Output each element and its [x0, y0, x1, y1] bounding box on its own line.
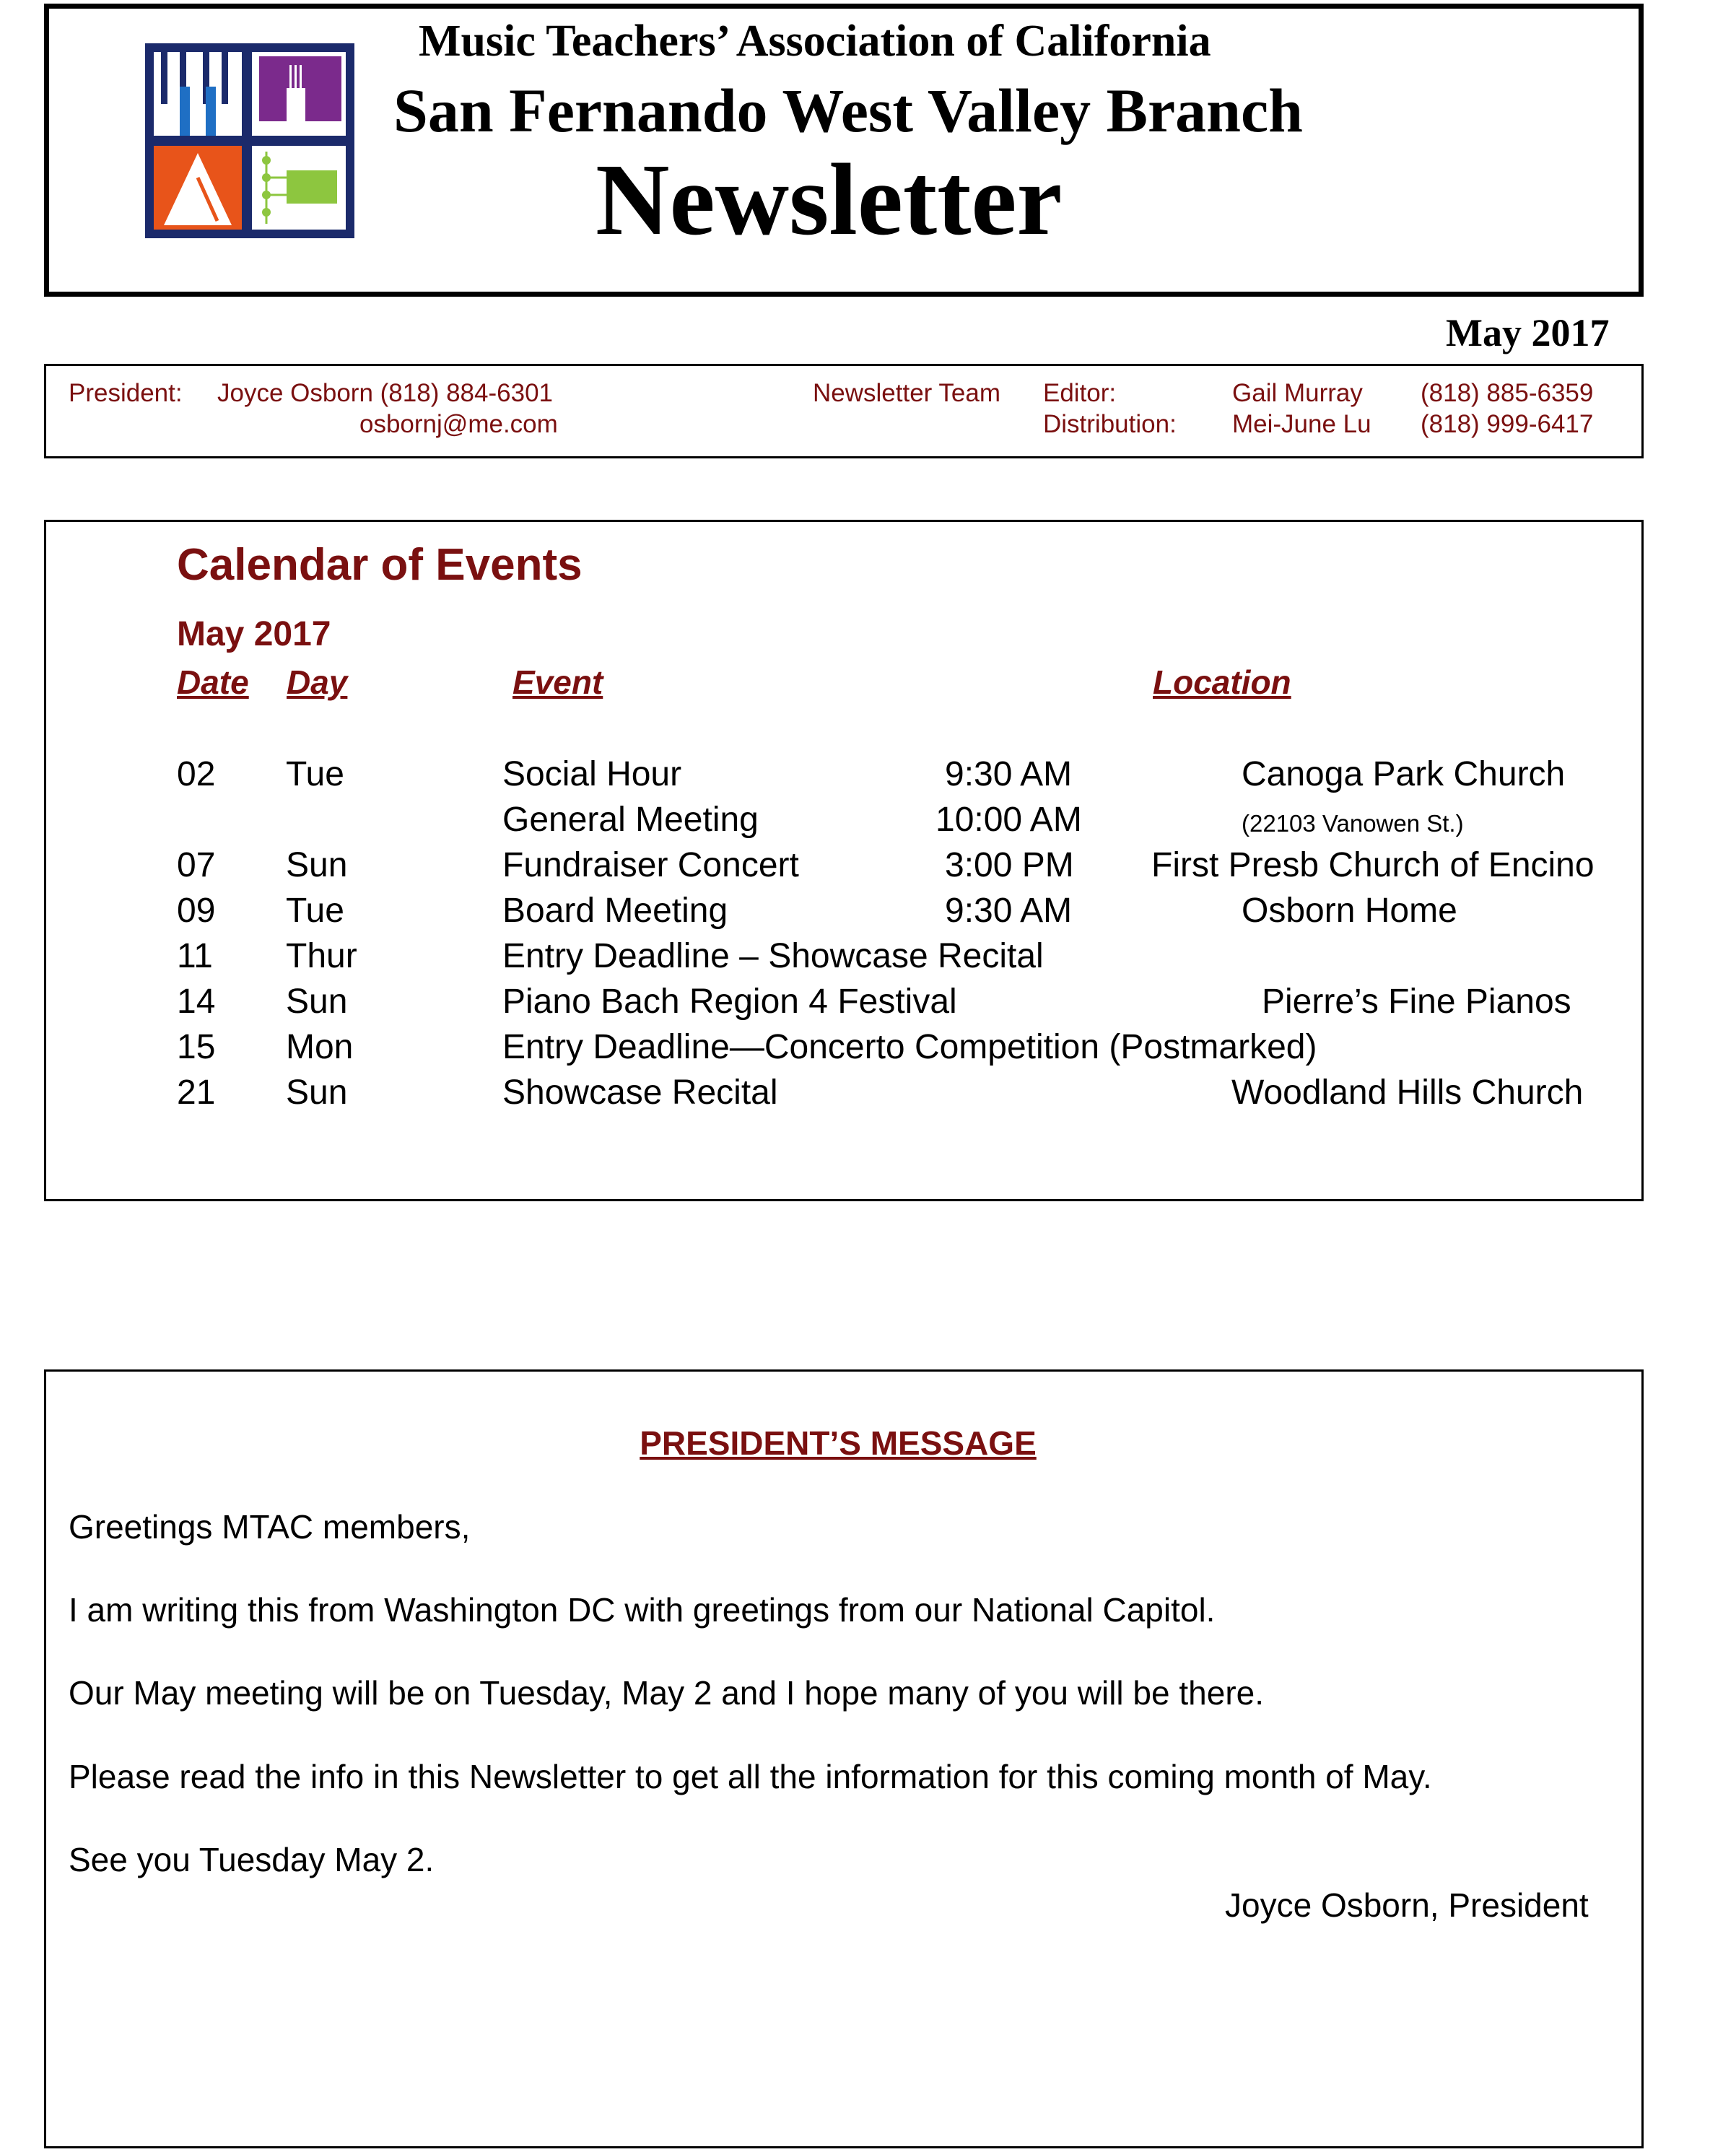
col-header-event: Event: [512, 663, 603, 701]
president-email[interactable]: osbornj@me.com: [359, 410, 558, 438]
event-time: 10:00 AM: [935, 801, 1082, 839]
event-location: Woodland Hills Church: [1231, 1073, 1584, 1112]
event-name: Piano Bach Region 4 Festival: [502, 983, 957, 1021]
event-location-address: (22103 Vanowen St.): [1242, 810, 1464, 837]
contact-box: [44, 364, 1644, 458]
editor-label: Editor:: [1043, 379, 1117, 407]
event-time: 9:30 AM: [945, 892, 1073, 930]
event-location: First Presb Church of Encino: [1151, 846, 1595, 884]
message-paragraph: I am writing this from Washington DC with greetings from our National Capitol.: [69, 1591, 1216, 1629]
event-date: 15: [177, 1028, 216, 1066]
org-name: Music Teachers’ Association of California: [419, 17, 1211, 66]
event-day: Sun: [286, 1073, 348, 1112]
event-name: Entry Deadline – Showcase Recital: [502, 937, 1044, 975]
event-date: 14: [177, 983, 216, 1021]
calendar-month: May 2017: [177, 615, 331, 653]
event-time: 3:00 PM: [945, 846, 1074, 884]
issue-date: May 2017: [1446, 311, 1610, 354]
col-header-date: Date: [177, 663, 249, 701]
event-day: Tue: [286, 892, 344, 930]
event-day: Sun: [286, 846, 348, 884]
event-date: 02: [177, 755, 216, 793]
message-signature: Joyce Osborn, President: [1225, 1886, 1589, 1924]
event-time: 9:30 AM: [945, 755, 1073, 793]
event-date: 11: [177, 937, 213, 975]
event-name: Board Meeting: [502, 892, 728, 930]
event-day: Tue: [286, 755, 344, 793]
event-date: 21: [177, 1073, 216, 1112]
event-date: 09: [177, 892, 216, 930]
event-day: Sun: [286, 983, 348, 1021]
president-message-title: PRESIDENT’S MESSAGE: [640, 1424, 1037, 1462]
event-name: Social Hour: [502, 755, 682, 793]
editor-phone: (818) 885-6359: [1421, 379, 1594, 407]
event-day: Mon: [286, 1028, 354, 1066]
event-date: 07: [177, 846, 216, 884]
message-paragraph: Please read the info in this Newsletter to get all the information for this coming month of May.: [69, 1758, 1432, 1795]
col-header-day: Day: [287, 663, 348, 701]
event-name: Fundraiser Concert: [502, 846, 799, 884]
event-location: Pierre’s Fine Pianos: [1262, 983, 1571, 1021]
event-day: Thur: [286, 937, 357, 975]
newsletter-team-label: Newsletter Team: [813, 379, 1001, 407]
branch-name: San Fernando West Valley Branch: [393, 76, 1303, 145]
president-name-phone: Joyce Osborn (818) 884-6301: [217, 379, 553, 407]
distribution-phone: (818) 999-6417: [1421, 410, 1594, 438]
distribution-label: Distribution:: [1043, 410, 1177, 438]
president-label: President:: [69, 379, 183, 407]
editor-name: Gail Murray: [1232, 379, 1363, 407]
event-location: Osborn Home: [1242, 892, 1457, 930]
event-name: Showcase Recital: [502, 1073, 778, 1112]
message-greeting: Greetings MTAC members,: [69, 1508, 471, 1546]
event-name: Entry Deadline—Concerto Competition (Postmarked): [502, 1028, 1317, 1066]
event-name: General Meeting: [502, 801, 759, 839]
mtac-logo: [145, 43, 354, 238]
event-location: Canoga Park Church: [1242, 755, 1566, 793]
col-header-location: Location: [1153, 663, 1291, 701]
distribution-name: Mei-June Lu: [1232, 410, 1371, 438]
message-paragraph: Our May meeting will be on Tuesday, May 2 and I hope many of you will be there.: [69, 1674, 1264, 1712]
message-paragraph: See you Tuesday May 2.: [69, 1841, 435, 1878]
calendar-title: Calendar of Events: [177, 540, 583, 590]
newsletter-title: Newsletter: [596, 142, 1063, 256]
